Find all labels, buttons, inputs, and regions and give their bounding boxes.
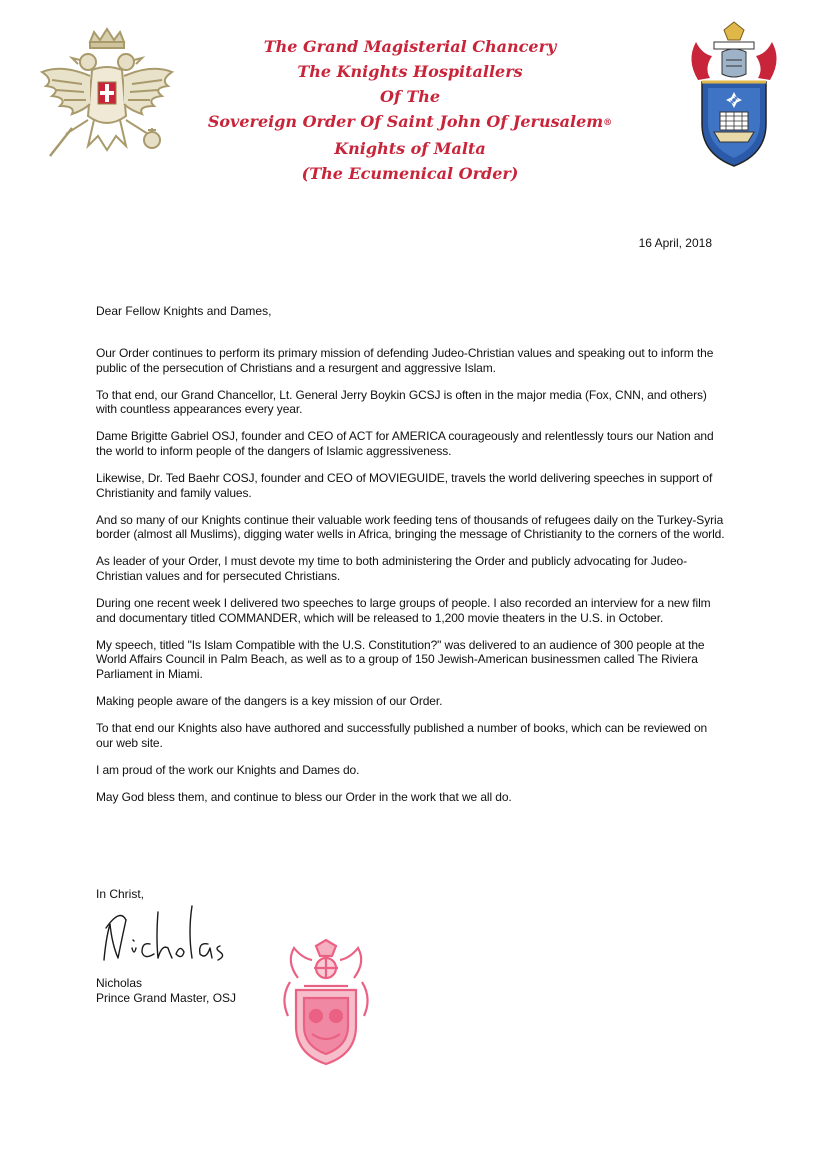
letter-body xyxy=(96,346,726,817)
paragraph: Likewise, Dr. Ted Baehr COSJ, founder and CEO of MOVIEGUIDE, travels the world delivering speeches in support of Christianity and family values. xyxy=(96,471,713,500)
signer-name: Nicholas xyxy=(96,976,143,990)
closing: In Christ, xyxy=(96,887,145,901)
salutation: Dear Fellow Knights and Dames, xyxy=(96,304,272,318)
letterhead-line-sovereign-order-text: Sovereign Order Of Saint John Of Jerusalem xyxy=(207,112,604,131)
paragraph: Making people aware of the dangers is a key mission of our Order. xyxy=(96,694,443,709)
letterhead-line-of-the: Of The xyxy=(379,87,441,106)
letterhead xyxy=(0,0,820,200)
paragraph: During one recent week I delivered two speeches to large groups of people. I also recorded an interview for a new film and documentary titled COMMANDER, which will be released to 1,200 movie theaters in the U.S. in October. xyxy=(96,596,711,625)
letterhead-title xyxy=(190,34,630,186)
registered-mark: ® xyxy=(603,118,613,128)
coat-of-arms-icon xyxy=(684,20,784,170)
letter-date: 16 April, 2018 xyxy=(638,236,712,250)
letterhead-line-chancery: The Grand Magisterial Chancery xyxy=(263,37,557,56)
paragraph: I am proud of the work our Knights and Dames do. xyxy=(96,762,360,777)
paragraph: Dame Brigitte Gabriel OSJ, founder and CEO of ACT for AMERICA courageously and relentlessly tours our Nation and the world to inform people of the dangers of Islamic aggressiveness. xyxy=(96,429,714,458)
paragraph: May God bless them, and continue to bless our Order in the work that we all do. xyxy=(96,789,512,804)
letterhead-line-sovereign-order xyxy=(190,109,630,136)
letterhead-line-ecumenical-order: (The Ecumenical Order) xyxy=(301,164,519,183)
paragraph: My speech, titled "Is Islam Compatible with the U.S. Constitution?" was delivered to an audience of 300 people at the World Affairs Council in Palm Beach, as well as to a group of 150 Jewish-American businessmen called The Riviera Parliament in Miami. xyxy=(96,637,705,681)
paragraph: And so many of our Knights continue their valuable work feeding tens of thousands of refugees daily on the Turkey-Syria border (almost all Muslims), digging water wells in Africa, bringing the message of Christianity to the corners of the world. xyxy=(96,512,725,542)
signature-icon xyxy=(96,898,231,970)
seal-stamp-icon xyxy=(276,938,376,1066)
paragraph: To that end our Knights also have authored and successfully published a number of books, which can be reviewed on our web site. xyxy=(96,721,708,750)
signer-block xyxy=(96,976,236,1006)
letterhead-line-knights-hospitallers: The Knights Hospitallers xyxy=(297,62,523,81)
double-headed-eagle-icon xyxy=(32,24,182,174)
letterhead-line-knights-of-malta: Knights of Malta xyxy=(334,139,486,158)
signer-title: Prince Grand Master, OSJ xyxy=(96,991,237,1005)
paragraph: Our Order continues to perform its primary mission of defending Judeo-Christian values and speaking out to inform the public of the persecution of Christians and a resurgent and aggressive Islam. xyxy=(96,346,714,375)
paragraph: To that end, our Grand Chancellor, Lt. General Jerry Boykin GCSJ is often in the major media (Fox, CNN, and others) with countless appearances every year. xyxy=(96,387,707,417)
paragraph: As leader of your Order, I must devote my time to both administering the Order and publicly advocating for Judeo-Christian values and for persecuted Christians. xyxy=(96,554,688,584)
